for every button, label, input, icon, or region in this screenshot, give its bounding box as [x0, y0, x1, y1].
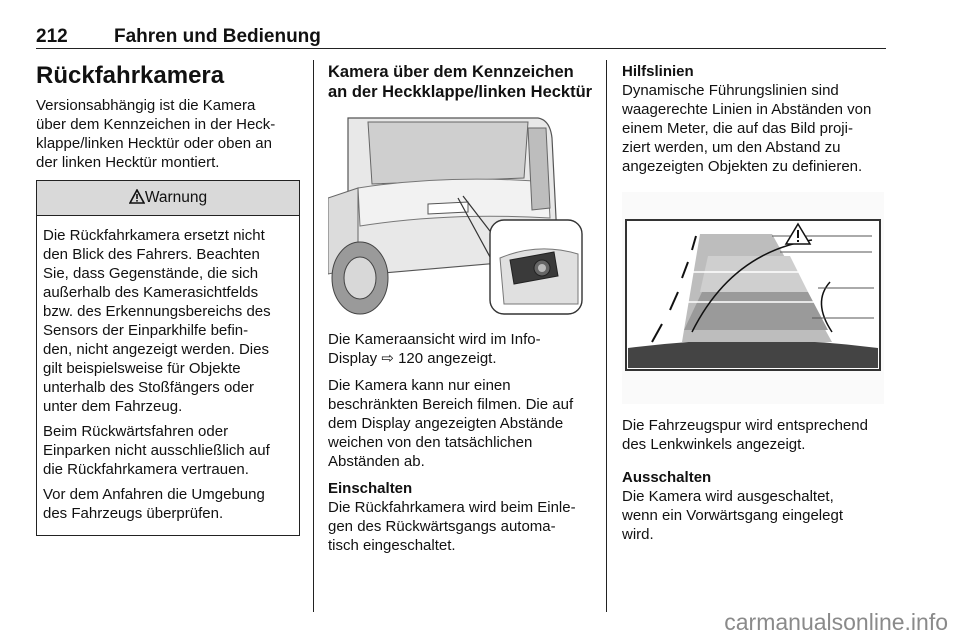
warning-triangle-icon: [129, 189, 145, 204]
watermark: carmanualsonline.info: [724, 609, 948, 635]
warning-label: Warnung: [144, 189, 208, 206]
einschalten-section: Einschalten Die Rückfahrkamera wird beim Einle‐ gen des Rückwärtsgangs automa‐ tisch eingeschaltet.: [328, 479, 594, 555]
column-2: [328, 62, 594, 563]
warning-paragraph: Vor dem Anfahren die Umgebung des Fahrzeugs überprüfen.: [43, 486, 265, 522]
paragraph: Die Kamera kann nur einen beschränkten Bereich filmen. Die auf dem Display angezeigten Abstände weichen von den tatsächlichen Abständen ab.: [328, 377, 574, 470]
page-number: 212: [36, 26, 68, 47]
car-rear-camera-illustration: [328, 108, 584, 320]
page-title: Rückfahrkamera: [36, 62, 225, 89]
warning-body: [37, 216, 299, 535]
intro-paragraph: Versionsabhängig ist die Kamera über dem Kennzeichen in der Heck‐ klappe/linken Hecktür oder oben an der linken Hecktür montiert.: [36, 97, 276, 171]
paragraph: Die Kameraansicht wird im Info‐ Display ⇨ 120 angezeigt.: [328, 331, 541, 367]
section-heading: Einschalten: [328, 480, 413, 497]
paragraph: Die Fahrzeugspur wird entsprechend des Lenkwinkels angezeigt.: [622, 417, 868, 453]
warning-paragraph: Beim Rückwärtsfahren oder Einparken nicht ausschließlich auf die Rückfahrkamera vertrauen.: [43, 423, 270, 478]
ausschalten-section: Ausschalten Die Kamera wird ausgeschaltet, wenn ein Vorwärtsgang eingelegt wird.: [622, 468, 888, 544]
warning-paragraph: Die Rückfahrkamera ersetzt nicht den Blick des Fahrers. Beachten Sie, dass Gegenstände, die sich außerhalb des Kamerasichtfelds bzw. des Erkennungsbereichs des Sensors der Einparkhilfe befin‐ den, nicht angezeigt werden. Dies gilt beispielsweise für Objekte unterhalb des Stoßfängers oder unter dem Fahrzeug.: [43, 227, 271, 415]
section-title: Fahren und Bedienung: [114, 26, 321, 47]
page-header: [36, 26, 886, 49]
camera-display-guidelines-illustration: [622, 192, 884, 404]
warning-header: [37, 181, 299, 216]
warning-box: [36, 180, 300, 536]
section-heading: Hilfslinien: [622, 63, 694, 80]
subsection-title: Kamera über dem Kennzeichen an der Heckklappe/linken Hecktür: [328, 63, 593, 101]
hilfslinien-section: Hilfslinien Dynamische Führungslinien sind waagerechte Linien in Abständen von einem Meter, die auf das Bild proji‐ ziert werden, um den Abstand zu angezeigten Objekten zu definieren.: [622, 62, 888, 176]
column-divider: [313, 60, 314, 612]
column-divider: [606, 60, 607, 612]
section-heading: Ausschalten: [622, 469, 712, 486]
column-1: [36, 62, 300, 536]
column-3: [622, 62, 888, 552]
